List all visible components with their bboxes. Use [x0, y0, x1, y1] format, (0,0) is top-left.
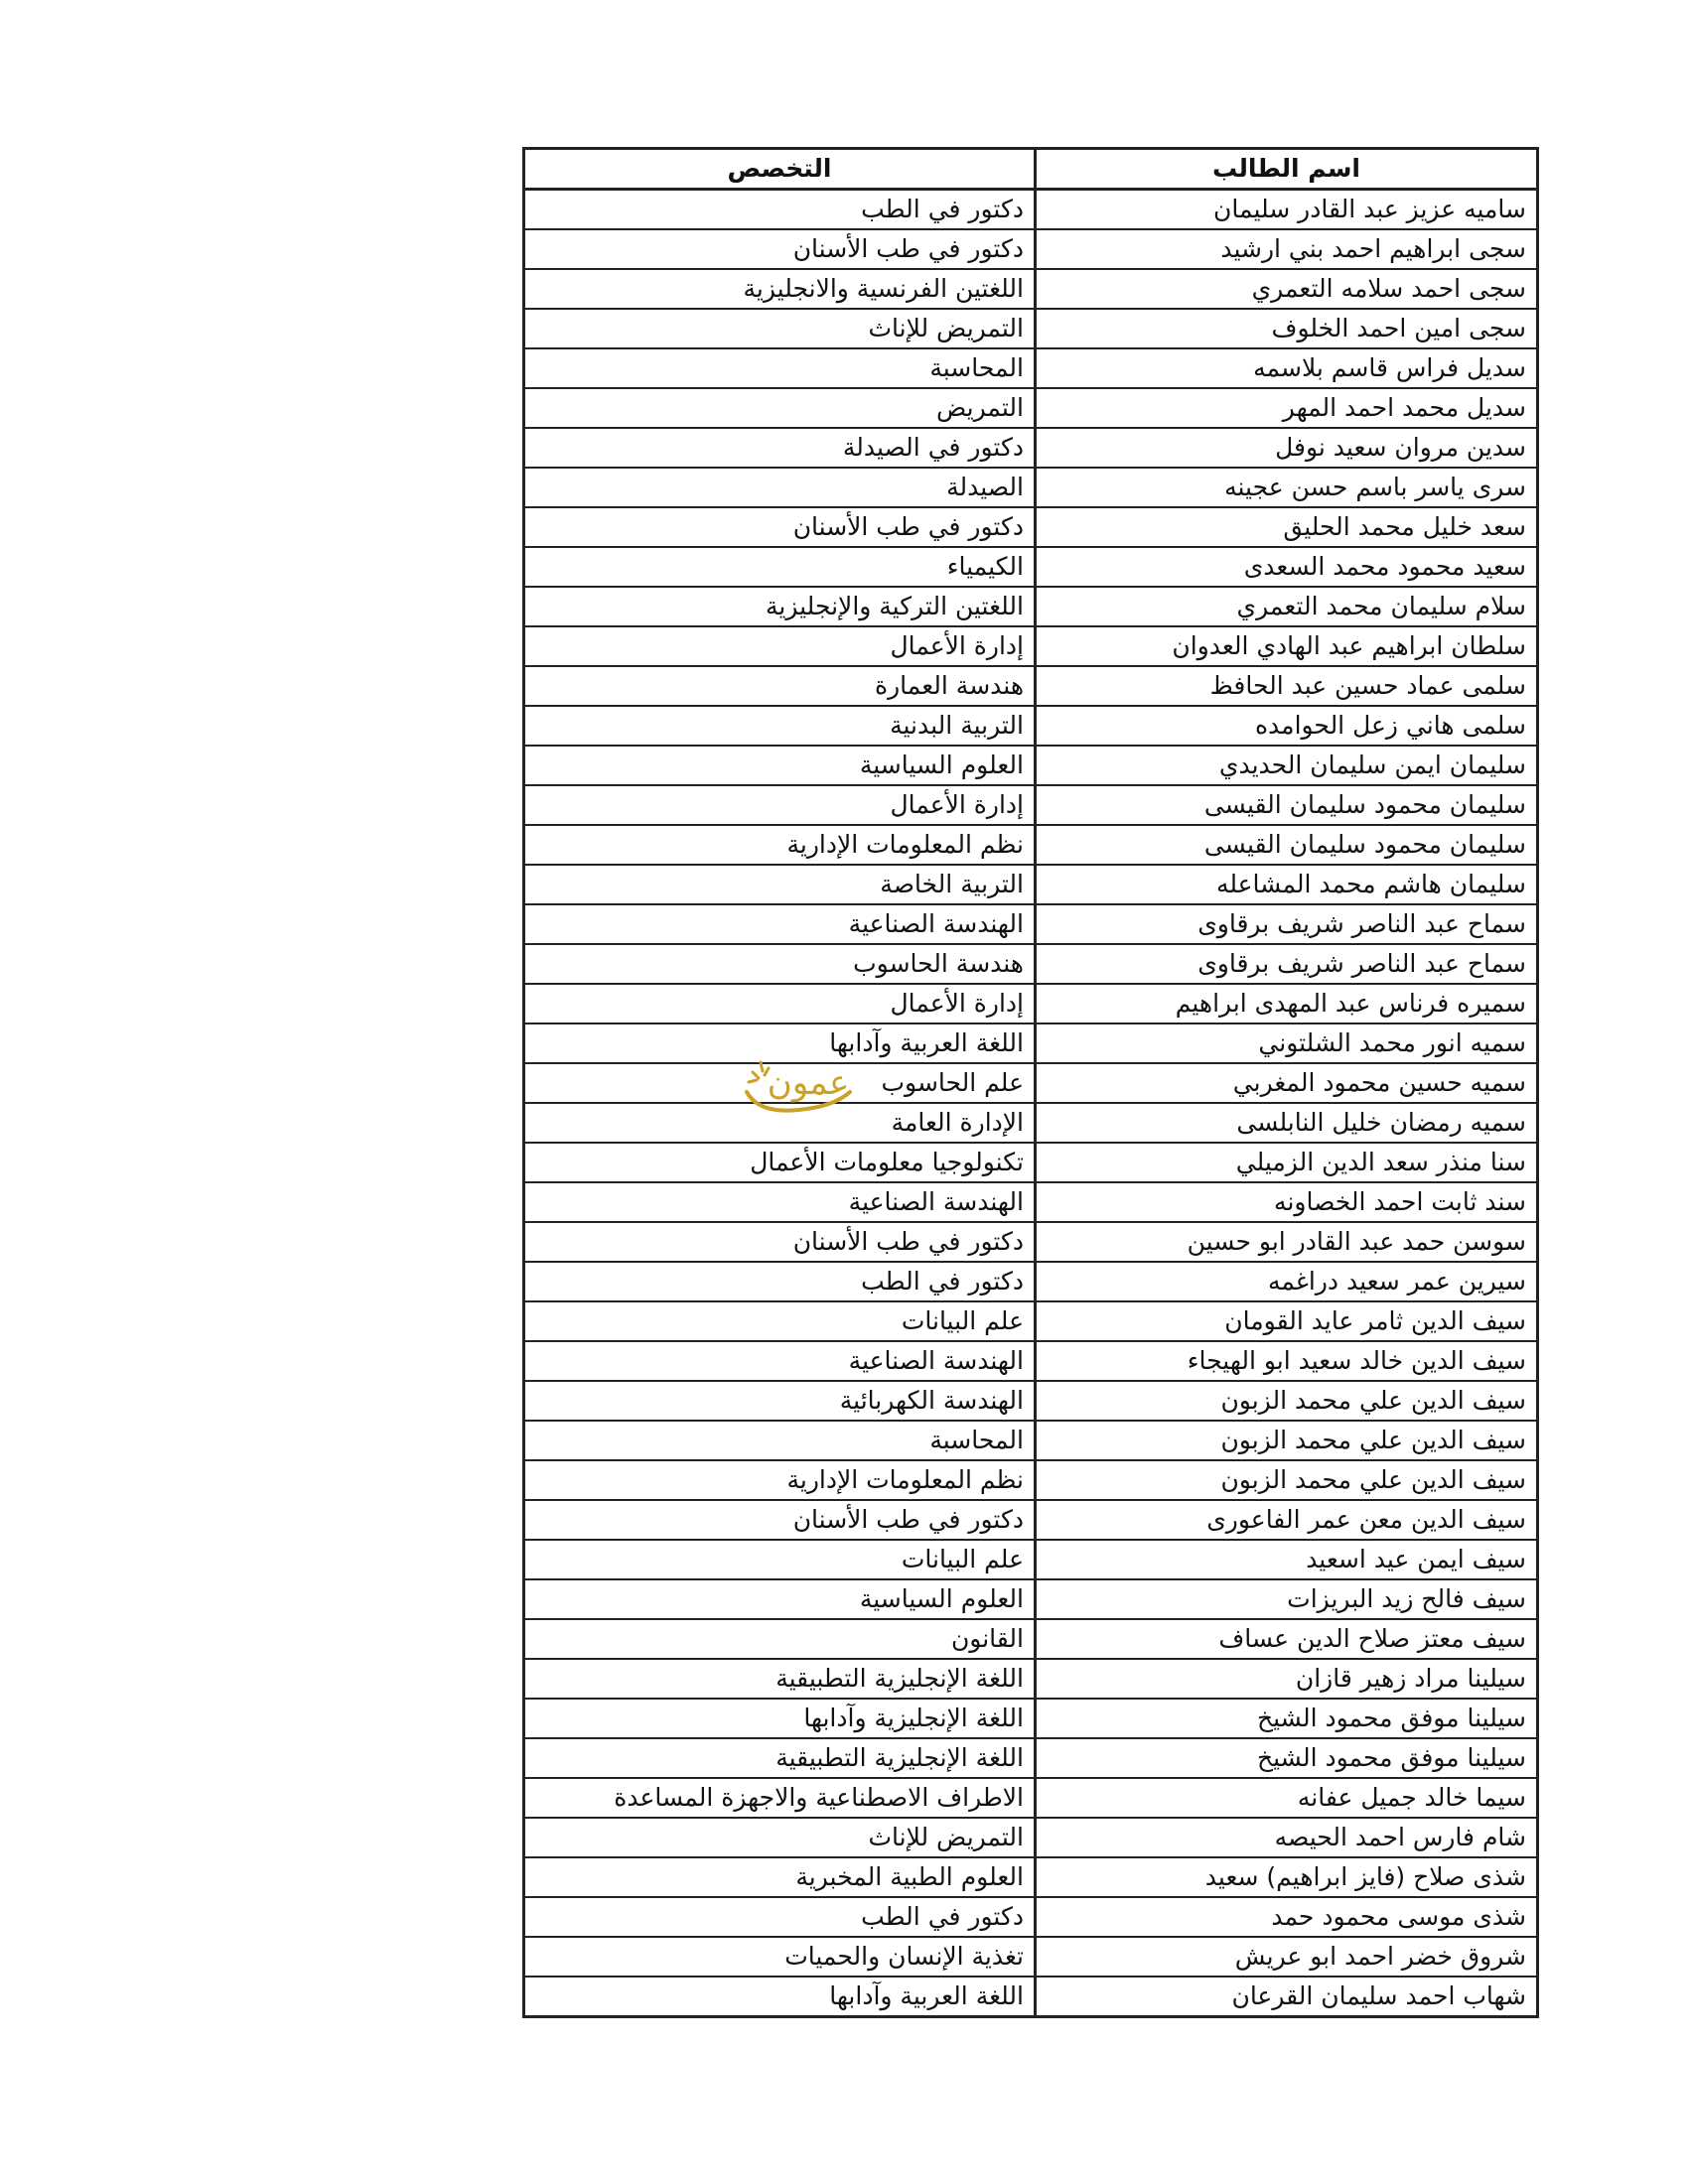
table-row: [524, 507, 1538, 547]
table-row: [524, 1778, 1538, 1818]
cell-major: علم الحاسوب: [524, 1063, 1036, 1103]
cell-student-name: سلمى عماد حسين عبد الحافظ: [1036, 666, 1538, 706]
table-row: [524, 1500, 1538, 1540]
cell-major: الهندسة الصناعية: [524, 1182, 1036, 1222]
cell-student-name: سيلينا موفق محمود الشيخ: [1036, 1738, 1538, 1778]
table-row: [524, 1301, 1538, 1341]
cell-major: التربية البدنية: [524, 706, 1036, 746]
cell-major: دكتور في طب الأسنان: [524, 507, 1036, 547]
cell-major: دكتور في طب الأسنان: [524, 1500, 1036, 1540]
cell-student-name: شذى صلاح (فايز ابراهيم) سعيد: [1036, 1857, 1538, 1897]
table-row: [524, 865, 1538, 904]
cell-student-name: سليمان هاشم محمد المشاعله: [1036, 865, 1538, 904]
cell-major: التمريض للإناث: [524, 309, 1036, 348]
cell-major: اللغة العربية وآدابها: [829, 1981, 1024, 2010]
table-row: [524, 309, 1538, 348]
cell-student-name: سعد خليل محمد الحليق: [1036, 507, 1538, 547]
table-header-row: [524, 149, 1538, 190]
cell-major: دكتور في الطب: [524, 1262, 1036, 1301]
cell-student-name: سوسن حمد عبد القادر ابو حسين: [1036, 1222, 1538, 1262]
cell-student-name: سليمان محمود سليمان القيسى: [1036, 785, 1538, 825]
cell-major: تكنولوجيا معلومات الأعمال: [524, 1143, 1036, 1182]
cell-major: دكتور في الطب: [524, 190, 1036, 230]
cell-student-name: سليمان محمود سليمان القيسى: [1036, 825, 1538, 865]
cell-major: الهندسة الصناعية: [524, 1341, 1036, 1381]
cell-major: اللغة الإنجليزية التطبيقية: [524, 1659, 1036, 1699]
table-row: [524, 388, 1538, 428]
cell-major: علم البيانات: [524, 1540, 1036, 1579]
table-row: [524, 1460, 1538, 1500]
watermark-text: عمون: [767, 1063, 850, 1103]
table-row: [524, 1659, 1538, 1699]
table-row: [524, 1857, 1538, 1897]
cell-major: التربية الخاصة: [524, 865, 1036, 904]
cell-major: تغذية الإنسان والحميات: [524, 1937, 1036, 1977]
table-row: [524, 348, 1538, 388]
cell-major: نظم المعلومات الإدارية: [524, 1460, 1036, 1500]
students-table: [522, 147, 1539, 2018]
cell-student-name: سيف الدين علي محمد الزبون: [1036, 1421, 1538, 1460]
table-row: [524, 1063, 1538, 1103]
cell-major: دكتور في الصيدلة: [524, 428, 1036, 468]
table-body: [524, 190, 1538, 2017]
cell-student-name: سميره فرناس عبد المهدى ابراهيم: [1036, 984, 1538, 1024]
cell-major: دكتور في طب الأسنان: [524, 1222, 1036, 1262]
cell-student-name: سيف الدين خالد سعيد ابو الهيجاء: [1036, 1341, 1538, 1381]
cell-student-name: سعيد محمود محمد السعدى: [1036, 547, 1538, 587]
cell-major: إدارة الأعمال: [524, 626, 1036, 666]
cell-major: اللغة العربية وآدابها: [524, 1024, 1036, 1063]
cell-student-name: سيلينا مراد زهير قازان: [1036, 1659, 1538, 1699]
table-row: [524, 1699, 1538, 1738]
table-row: [524, 587, 1538, 626]
table-row: [524, 1977, 1538, 2017]
cell-student-name: سدين مروان سعيد نوفل: [1036, 428, 1538, 468]
cell-major: التمريض للإناث: [524, 1818, 1036, 1857]
cell-student-name: سيرين عمر سعيد دراغمه: [1036, 1262, 1538, 1301]
table-row: [524, 1143, 1538, 1182]
table-row: [524, 547, 1538, 587]
cell-student-name: سيف الدين علي محمد الزبون: [1036, 1381, 1538, 1421]
cell-major: دكتور في الطب: [524, 1897, 1036, 1937]
table-row: [524, 190, 1538, 230]
table-row: [524, 785, 1538, 825]
cell-major: الاطراف الاصطناعية والاجهزة المساعدة: [524, 1778, 1036, 1818]
cell-student-name: شهاب احمد سليمان القرعان: [1036, 1977, 1538, 2017]
cell-major: اللغة الإنجليزية وآدابها: [524, 1699, 1036, 1738]
table-row: [524, 1738, 1538, 1778]
table-row: [524, 1619, 1538, 1659]
column-header-student-name: اسم الطالب: [1036, 149, 1538, 190]
table-row: [524, 825, 1538, 865]
cell-student-name: سيف الدين علي محمد الزبون: [1036, 1460, 1538, 1500]
cell-student-name: سلطان ابراهيم عبد الهادي العدوان: [1036, 626, 1538, 666]
cell-student-name: سيف معتز صلاح الدين عساف: [1036, 1619, 1538, 1659]
table-row: [524, 904, 1538, 944]
cell-major: الإدارة العامة: [524, 1103, 1036, 1143]
table-row: [524, 984, 1538, 1024]
table-row: [524, 1024, 1538, 1063]
cell-student-name: سيف الدين معن عمر الفاعورى: [1036, 1500, 1538, 1540]
cell-major: اللغة الإنجليزية التطبيقية: [524, 1738, 1036, 1778]
cell-major: المحاسبة: [524, 348, 1036, 388]
table-row: [524, 1897, 1538, 1937]
cell-major: العلوم السياسية: [524, 1579, 1036, 1619]
cell-student-name: سماح عبد الناصر شريف برقاوى: [1036, 904, 1538, 944]
table-row: [524, 944, 1538, 984]
cell-major: اللغتين الفرنسية والانجليزية: [524, 269, 1036, 309]
cell-major: العلوم السياسية: [524, 746, 1036, 785]
cell-student-name: سميه حسين محمود المغربي: [1036, 1063, 1538, 1103]
table-row: [524, 1540, 1538, 1579]
column-header-major: التخصص: [524, 149, 1036, 190]
cell-major: اللغتين التركية والإنجليزية: [524, 587, 1036, 626]
cell-student-name: سيف ايمن عيد اسعيد: [1036, 1540, 1538, 1579]
table-row: [524, 1262, 1538, 1301]
cell-major: إدارة الأعمال: [524, 785, 1036, 825]
cell-student-name: سند ثابت احمد الخصاونه: [1036, 1182, 1538, 1222]
cell-major: هندسة العمارة: [524, 666, 1036, 706]
cell-student-name: سماح عبد الناصر شريف برقاوى: [1036, 944, 1538, 984]
table-row: [524, 1937, 1538, 1977]
cell-student-name: شام فارس احمد الحيصه: [1036, 1818, 1538, 1857]
table-row: [524, 1222, 1538, 1262]
cell-major: الهندسة الكهربائية: [524, 1381, 1036, 1421]
cell-student-name: سرى ياسر باسم حسن عجينه: [1036, 468, 1538, 507]
table-row: [524, 666, 1538, 706]
cell-student-name: سيلينا موفق محمود الشيخ: [1036, 1699, 1538, 1738]
table-row: [524, 1341, 1538, 1381]
table-row: [524, 626, 1538, 666]
cell-major: علم البيانات: [524, 1301, 1036, 1341]
cell-student-name: شذى موسى محمود حمد: [1036, 1897, 1538, 1937]
table-row: [524, 746, 1538, 785]
cell-student-name: سيف الدين ثامر عايد القومان: [1036, 1301, 1538, 1341]
cell-student-name: سجى امين احمد الخلوف: [1036, 309, 1538, 348]
cell-student-name: سميه انور محمد الشلتوني: [1036, 1024, 1538, 1063]
table-row: [524, 229, 1538, 269]
cell-student-name: سليمان ايمن سليمان الحديدي: [1036, 746, 1538, 785]
cell-student-name: سلام سليمان محمد التعمري: [1036, 587, 1538, 626]
cell-major: دكتور في طب الأسنان: [524, 229, 1036, 269]
cell-major: إدارة الأعمال: [524, 984, 1036, 1024]
table-row: [524, 1182, 1538, 1222]
cell-student-name: شروق خضر احمد ابو عريش: [1036, 1937, 1538, 1977]
cell-student-name: سجى ابراهيم احمد بني ارشيد: [1036, 229, 1538, 269]
cell-major: المحاسبة: [524, 1421, 1036, 1460]
cell-major: الصيدلة: [524, 468, 1036, 507]
table-row: [524, 1579, 1538, 1619]
cell-major: نظم المعلومات الإدارية: [524, 825, 1036, 865]
cell-major: الهندسة الصناعية: [524, 904, 1036, 944]
cell-student-name: سنا منذر سعد الدين الزميلي: [1036, 1143, 1538, 1182]
table-row: [524, 468, 1538, 507]
table-row: [524, 1818, 1538, 1857]
cell-student-name: سديل محمد احمد المهر: [1036, 388, 1538, 428]
cell-student-name: ساميه عزيز عبد القادر سليمان: [1036, 190, 1538, 230]
cell-student-name: سيف فالح زيد البريزات: [1036, 1579, 1538, 1619]
cell-student-name: سديل فراس قاسم بلاسمه: [1036, 348, 1538, 388]
table-row: [524, 1381, 1538, 1421]
cell-student-name: سيما خالد جميل عفانه: [1036, 1778, 1538, 1818]
cell-major: التمريض: [524, 388, 1036, 428]
table-row: [524, 269, 1538, 309]
cell-student-name: سجى احمد سلامه التعمري: [1036, 269, 1538, 309]
cell-major: الكيمياء: [524, 547, 1036, 587]
cell-student-name: سلمى هاني زعل الحوامده: [1036, 706, 1538, 746]
cell-major: العلوم الطبية المخبرية: [524, 1857, 1036, 1897]
cell-student-name: سميه رمضان خليل النابلسى: [1036, 1103, 1538, 1143]
table-row: [524, 428, 1538, 468]
table-row: [524, 1103, 1538, 1143]
table-row: [524, 1421, 1538, 1460]
cell-major: هندسة الحاسوب: [524, 944, 1036, 984]
cell-major: القانون: [524, 1619, 1036, 1659]
table-row: [524, 706, 1538, 746]
